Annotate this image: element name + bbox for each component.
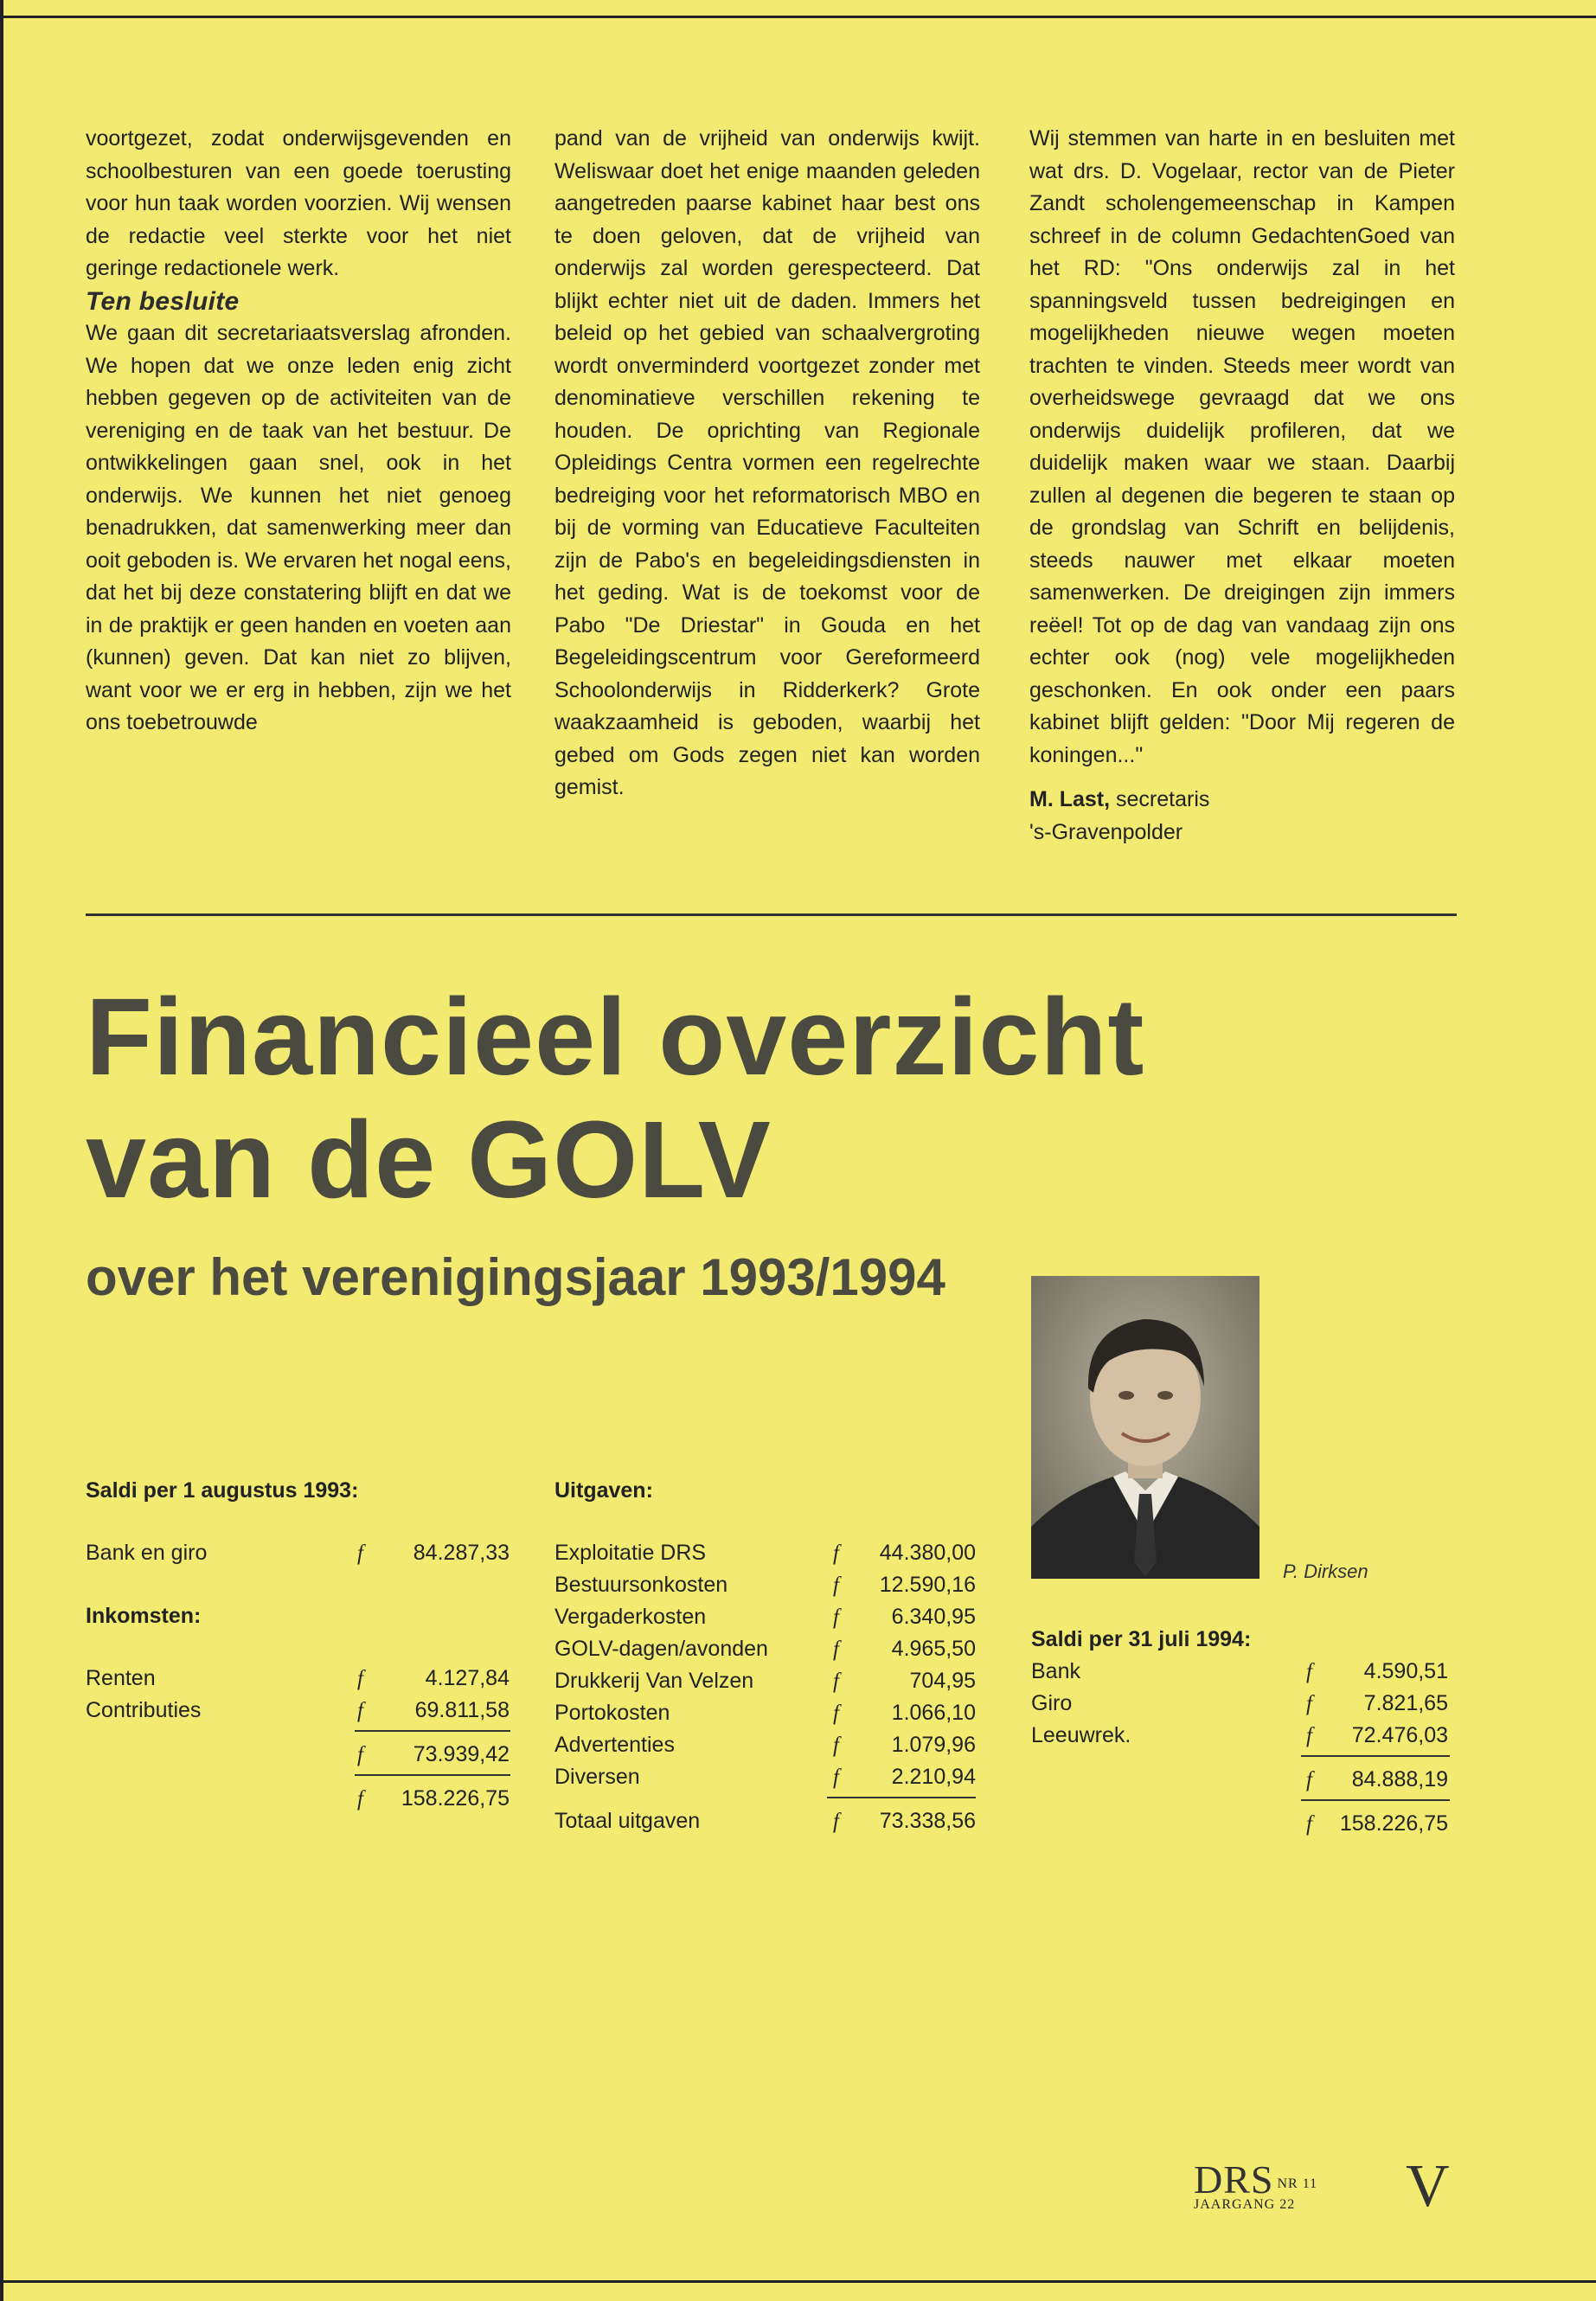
title-line-2: van de GOLV xyxy=(86,1099,772,1221)
saldi-end-total-row xyxy=(1031,1808,1457,1840)
uitgaven-list xyxy=(554,1537,980,1793)
currency-symbol: f xyxy=(833,1606,839,1629)
sum-line xyxy=(1301,1755,1450,1757)
magazine-name: DRS xyxy=(1194,2157,1274,2202)
currency-symbol: f xyxy=(833,1574,839,1597)
page-number: V xyxy=(1406,2153,1450,2220)
currency-symbol: f xyxy=(833,1810,839,1833)
currency-symbol: f xyxy=(833,1541,839,1565)
uitgaven-amount: 1.066,10 xyxy=(891,1701,976,1725)
currency-symbol: f xyxy=(357,1743,363,1766)
inkomsten-total-row xyxy=(86,1783,511,1815)
saldi-start-amount: 84.287,33 xyxy=(413,1541,510,1565)
inkomsten-total: 158.226,75 xyxy=(401,1786,510,1811)
photo-caption: P. Dirksen xyxy=(1283,1561,1368,1582)
currency-symbol: f xyxy=(357,1541,363,1565)
saldi-end-label: Giro xyxy=(1031,1691,1073,1715)
uitgaven-amount: 1.079,96 xyxy=(891,1733,976,1757)
saldi-end-amount: 72.476,03 xyxy=(1351,1723,1448,1747)
currency-symbol: f xyxy=(833,1702,839,1725)
uitgaven-amount: 44.380,00 xyxy=(879,1541,976,1565)
uitgaven-row xyxy=(554,1569,980,1601)
inkomsten-row xyxy=(86,1663,511,1695)
title-line-1: Financieel overzicht xyxy=(86,976,1145,1098)
saldi-end-amount: 4.590,51 xyxy=(1363,1659,1448,1683)
saldi-start-row xyxy=(86,1537,511,1569)
uitgaven-row xyxy=(554,1633,980,1665)
section-subheading: Ten besluite xyxy=(86,286,240,316)
text-column-3 xyxy=(1029,123,1455,849)
saldi-end-row xyxy=(1031,1656,1457,1688)
inkomsten-amount: 4.127,84 xyxy=(425,1666,510,1690)
currency-symbol: f xyxy=(1306,1724,1312,1747)
currency-symbol: f xyxy=(1306,1660,1312,1683)
currency-symbol: f xyxy=(833,1638,839,1661)
text-column-2 xyxy=(554,123,980,804)
volume-number: JAARGANG 22 xyxy=(1194,2197,1296,2212)
sum-line xyxy=(1301,1799,1450,1801)
uitgaven-label: Diversen xyxy=(554,1765,640,1789)
uitgaven-row xyxy=(554,1601,980,1633)
uitgaven-label: GOLV-dagen/avonden xyxy=(554,1637,768,1661)
section-divider xyxy=(86,913,1457,916)
currency-symbol: f xyxy=(1306,1692,1312,1715)
signature-role: secretaris xyxy=(1116,787,1210,811)
uitgaven-heading: Uitgaven: xyxy=(554,1478,653,1503)
finance-expenses-block xyxy=(554,1475,980,1837)
saldi-end-total: 158.226,75 xyxy=(1339,1811,1448,1836)
currency-symbol: f xyxy=(1306,1768,1312,1791)
issue-number: NR 11 xyxy=(1277,2176,1318,2191)
sum-line xyxy=(827,1797,976,1798)
inkomsten-label: Renten xyxy=(86,1666,156,1690)
uitgaven-total-label: Totaal uitgaven xyxy=(554,1809,701,1833)
portrait-photo xyxy=(1031,1276,1259,1579)
signature-name: M. Last, xyxy=(1029,787,1111,811)
currency-symbol: f xyxy=(833,1670,839,1693)
top-border xyxy=(0,16,1596,18)
currency-symbol: f xyxy=(1306,1812,1312,1836)
portrait-image xyxy=(1031,1276,1259,1579)
finance-balance-block xyxy=(1031,1624,1457,1840)
inkomsten-amount: 69.811,58 xyxy=(414,1698,510,1722)
sum-line xyxy=(355,1774,510,1776)
column1-body: We gaan dit secretariaatsverslag afronden. We hopen dat we onze leden enig zicht hebben gegeven op de activiteiten van de vereniging en de taak van het bestuur. De ontwikkelingen gaan snel, ook in het onderwijs. We kunnen het niet genoeg benadrukken, dat samenwerking meer dan ooit geboden is. We ervaren het nogal eens, dat het bij deze constatering blijft en dat we in de praktijk er geen handen en voeten aan (kunnen) geven. Dat kan niet zo blijven, want voor we er erg in hebben, zijn we het ons toebetrouwde xyxy=(86,321,511,734)
uitgaven-row xyxy=(554,1697,980,1729)
uitgaven-amount: 6.340,95 xyxy=(891,1605,976,1629)
inkomsten-heading: Inkomsten: xyxy=(86,1604,202,1628)
article-subtitle: over het verenigingsjaar 1993/1994 xyxy=(86,1248,945,1306)
uitgaven-row xyxy=(554,1665,980,1697)
uitgaven-row xyxy=(554,1729,980,1761)
saldi-start-label: Bank en giro xyxy=(86,1541,208,1565)
sum-line xyxy=(355,1730,510,1732)
saldi-end-label: Leeuwrek. xyxy=(1031,1723,1131,1747)
uitgaven-amount: 4.965,50 xyxy=(891,1637,976,1661)
saldi-start-heading: Saldi per 1 augustus 1993: xyxy=(86,1478,359,1503)
saldi-end-label: Bank xyxy=(1031,1659,1080,1683)
uitgaven-label: Bestuursonkosten xyxy=(554,1573,728,1597)
saldi-end-subtotal-row xyxy=(1031,1764,1457,1796)
column2-body: pand van de vrijheid van onderwijs kwijt. Weliswaar doet het enige maanden geleden aangetreden paarse kabinet haar best ons te doen geloven, dat de vrijheid van onderwijs zal worden gerespecteerd. Dat blijkt echter niet uit de daden. Immers het beleid op het gebied van schaalvergroting wordt onverminderd voortgezet zonder met denominatieve verschillen rekening te houden. De oprichting van Regionale Opleidings Centra vormen een regelrechte bedreiging voor het reformatorisch MBO en bij de vorming van Educatieve Faculteiten zijn de Pabo's en begeleidingsdiensten in het geding. Wat is de toekomst voor de Pabo "De Driestar" in Gouda en het Begeleidingscentrum voor Gereformeerd Schoolonderwijs in Ridderkerk? Grote waakzaamheid is geboden, waarbij het gebed om Gods zegen niet kan worden gemist. xyxy=(554,126,980,799)
uitgaven-amount: 12.590,16 xyxy=(879,1573,976,1597)
uitgaven-row xyxy=(554,1537,980,1569)
uitgaven-amount: 704,95 xyxy=(909,1669,976,1693)
currency-symbol: f xyxy=(833,1734,839,1757)
magazine-footer xyxy=(1194,2157,1317,2213)
inkomsten-row xyxy=(86,1695,511,1727)
inkomsten-subtotal-row xyxy=(86,1739,511,1771)
saldi-end-subtotal: 84.888,19 xyxy=(1351,1767,1448,1791)
currency-symbol: f xyxy=(833,1766,839,1789)
saldi-end-row xyxy=(1031,1688,1457,1720)
currency-symbol: f xyxy=(357,1787,363,1811)
inkomsten-label: Contributies xyxy=(86,1698,202,1722)
finance-income-block xyxy=(86,1475,511,1815)
uitgaven-label: Portokosten xyxy=(554,1701,670,1725)
column3-body: Wij stemmen van harte in en besluiten met wat drs. D. Vogelaar, rector van de Pieter Zandt scholengemeenschap in Kampen schreef in de column GedachtenGoed van het RD: "Ons onderwijs zal in het spanningsveld tussen bedreigingen en mogelijkheden nieuwe wegen moeten trachten te vinden. Steeds meer wordt van overheidswege gevraagd dat we ons onderwijs duidelijk profileren, dat we duidelijk maken waar we staan. Daarbij zullen al degenen die begeren te staan op de grondslag van Schrift en belijdenis, steeds nauwer met elkaar moeten samenwerken. De dreigingen zijn immers reëel! Tot op de dag van vandaag zijn ons echter ook (nog) vele mogelijkheden geschonken. En ook onder een paars kabinet blijft gelden: "Door Mij regeren de koningen..." xyxy=(1029,126,1455,767)
currency-symbol: f xyxy=(357,1699,363,1722)
uitgaven-amount: 2.210,94 xyxy=(891,1765,976,1789)
bottom-border xyxy=(0,2280,1596,2283)
left-border xyxy=(0,0,3,2301)
uitgaven-label: Vergaderkosten xyxy=(554,1605,707,1629)
uitgaven-total-row xyxy=(554,1805,980,1837)
saldi-end-amount: 7.821,65 xyxy=(1363,1691,1448,1715)
saldi-end-row xyxy=(1031,1720,1457,1752)
uitgaven-label: Drukkerij Van Velzen xyxy=(554,1669,754,1693)
text-column-1 xyxy=(86,123,511,740)
article-title xyxy=(86,976,1144,1221)
uitgaven-total: 73.338,56 xyxy=(879,1809,976,1833)
signature-place: 's-Gravenpolder xyxy=(1029,819,1183,844)
signature xyxy=(1029,784,1455,849)
uitgaven-row xyxy=(554,1761,980,1793)
column1-intro: voortgezet, zodat onderwijsgevenden en schoolbesturen van een goede toerusting voor hun taak worden voorzien. Wij wensen de redactie veel sterkte voor het niet geringe redactionele werk. xyxy=(86,126,511,280)
uitgaven-label: Advertenties xyxy=(554,1733,675,1757)
saldi-end-heading: Saldi per 31 juli 1994: xyxy=(1031,1627,1252,1651)
inkomsten-subtotal: 73.939,42 xyxy=(413,1742,510,1766)
uitgaven-label: Exploitatie DRS xyxy=(554,1541,707,1565)
currency-symbol: f xyxy=(357,1667,363,1690)
